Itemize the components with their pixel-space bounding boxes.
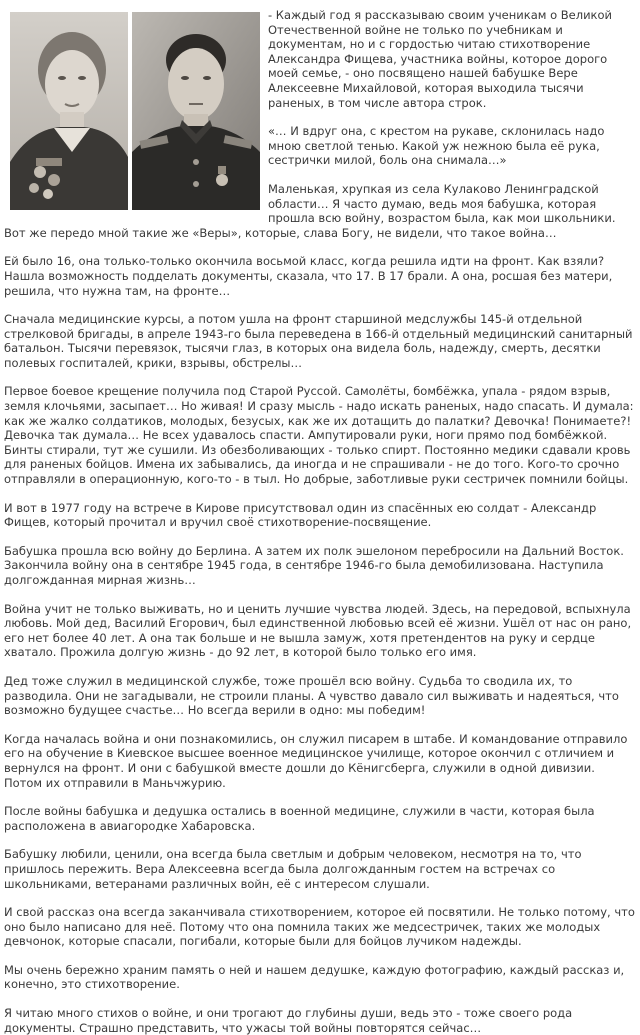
paragraph: Дед тоже служил в медицинской службе, тоже прошёл всю войну. Судьба то сводила их, то разводила. Они не загадывали, не строили планы. А чувство давало сил выживать и надеяться, что возможно будущее счастье… Но всегда верили в одно: мы победим! <box>4 673 619 718</box>
paragraph: Бабушка прошла всю войну до Берлина. А затем их полк эшелоном перебросили на Дальний Восток. Закончила войну она в сентябре 1945 года, в сентябре 1946-го была демобилизована. Наступила долгожданная мирная жизнь… <box>4 543 624 587</box>
closing-paragraph: Я читаю много стихов о войне, и они трогают до глубины души, ведь это - тоже своего рода документы. Страшно представить, что ужасы той войны повторятся сейчас… <box>4 1006 573 1035</box>
paragraph: После войны бабушка и дедушка остались в военной медицине, служили в части, которая была расположена в авиагородке Хабаровска. <box>4 804 595 833</box>
paragraph: Война учит не только выживать, но и ценить лучшие чувства людей. Здесь, на передовой, вспыхнула любовь. Мой дед, Василий Егорович, был единственной любовью всей её жизни. Ушёл от нас он рано, его нет более 40 лет. А она так больше и не вышла замуж, хотя претендентов на руку и сердце хватало. Прожила долгую жизнь - до 92 лет, в которой было только его имя. <box>4 601 632 660</box>
paragraph: Бабушку любили, ценили, она всегда была светлым и добрым человеком, несмотря на то, что пришлось пережить. Вера Алексеевна всегда была долгожданным гостем на встречах со школьниками, ветеранами различных войн, её с интересом слушали. <box>4 847 582 891</box>
photo-pair <box>10 12 260 210</box>
poem-quote: «… И вдруг она, с крестом на рукаве, склонилась надо мною светлой тенью. Какой уж нежною была её рука, сестрички милой, боль она снимала…» <box>268 124 605 168</box>
paragraph: Ей было 16, она только-только окончила восьмой класс, когда решила идти на фронт. Как взяли? Нашла возможность подделать документы, сказала, что 17. В 17 брали. А она, росшая без матери, решила, что нужна там, на фронте… <box>4 254 613 298</box>
paragraph: Сначала медицинские курсы, а потом ушла на фронт старшиной медслужбы 145-й отдельной стрелковой бригады, в апреле 1943-го была переведена в 166-й отдельный медицинский санитарный батальон. Тысячи перевязок, тысячи глаз, в которых она видела боль, надежду, смерть, десятки полевых госпиталей, крики, взрывы, обстрелы… <box>4 312 633 370</box>
portrait-woman-photo <box>10 12 128 210</box>
paragraph: Когда началась война и они познакомились, он служил писарем в штабе. И командование отправило его на обучение в Киевское высшее военное медицинское училище, которое окончил с отличием и вернулся на фронт. И они с бабушкой вместе дошли до Кёнигсберга, служили в одной дивизии. Потом их отправили в Маньчжурию. <box>4 731 628 790</box>
intro-paragraph: - Каждый год я рассказываю своим ученикам о Великой Отечественной войне не только по учебникам и документам, но и с гордостью читаю стихотворение Александра Фищева, участника войны, которое дорого моей семье, - оно посвящено нашей бабушке Вере Алексеевне Михайловой, которая выходила тысячи раненых, в том числе автора строк. <box>268 8 613 110</box>
paragraph: Первое боевое крещение получила под Старой Руссой. Самолёты, бомбёжка, упала - рядом взрыв, земля клочьями, засыпает… Но живая! И сразу мысль - надо искать раненых, надо спасать. И думала: как же жалко солдатиков, молодых, безусых, как же их дотащить до палатки? Девочка! Понимаете?! Девочка так думала… Не всех удавалось спасти. Ампутировали руки, ноги прямо под бомбёжкой. Бинты стирали, тут же сушили. Из обезболивающих - только спирт. Постоянно медики сдавали кровь для раненых бойцов. Имена их забывались, да иногда и не спрашивали - не до того. Кого-то срочно отправляли в операционную, кого-то - в тыл. Но добрые, заботливые руки сестричек помнили бойцы. <box>4 384 634 487</box>
paragraph: Маленькая, хрупкая из села Кулаково Ленинградской области… Я часто думаю, ведь моя бабушка, которая прошла всю войну, возрастом была, как мои школьники. Вот же передо мной такие же «Веры», которые, слава Богу, не видели, что такое война… <box>4 181 616 240</box>
paragraph: Мы очень бережно храним память о ней и нашем дедушке, каждую фотографию, каждый рассказ и, конечно, это стихотворение. <box>4 962 625 992</box>
paragraph: И свой рассказ она всегда заканчивала стихотворением, которое ей посвятили. Не только потому, что оно было написано для неё. Потому что она помнила таких же медсестричек, таких же молодых девчонок, которые спасали, погибали, которые были для бойцов лучиком надежды. <box>4 905 635 949</box>
portrait-soldier-photo <box>132 12 260 210</box>
paragraph: И вот в 1977 году на встрече в Кирове присутствовал один из спасённых ею солдат - Александр Фищев, который прочитал и вручил своё стихотворение-посвящение. <box>4 500 597 530</box>
